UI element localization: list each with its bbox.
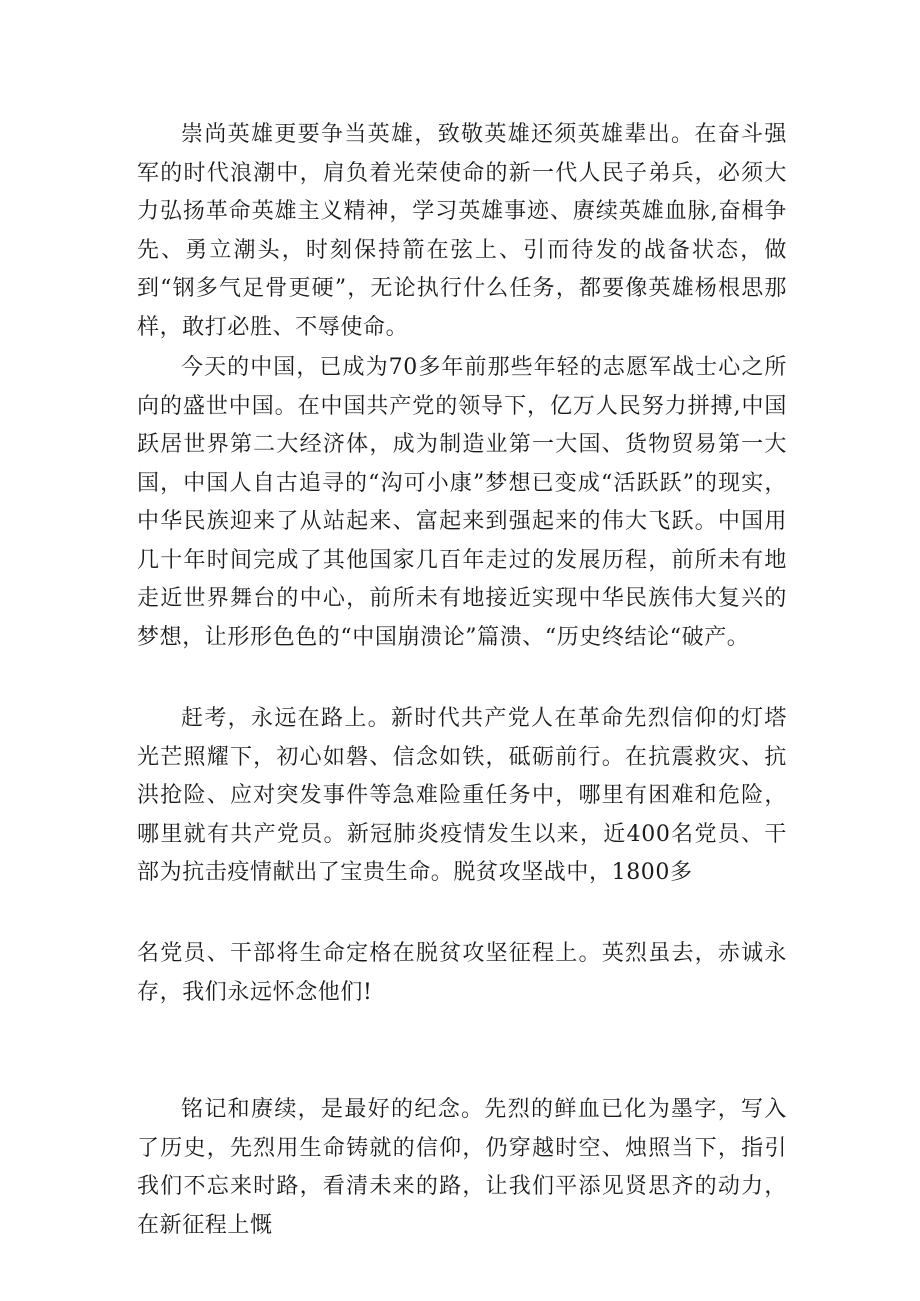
paragraph-4-continuation: 名党员、干部将生命定格在脱贫攻坚征程上。英烈虽去，赤诚永存，我们永远怀念他们!: [137, 941, 787, 1005]
paragraph-2: 今天的中国，已成为70多年前那些年轻的志愿军战士心之所向的盛世中国。在中国共产党的领导下，亿万人民努力拼搏,中国跃居世界第二大经济体，成为制造业第一大国、货物贸易第一大国，中国人自古追寻的“沟可小康”梦想已变成“活跃跃”的现实，中华民族迎来了从站起来、富起来到强起来的伟大飞跃。中国用几十年时间完成了其他国家几百年走过的发展历程，前所未有地走近世界舞台的中心，前所未有地接近实现中华民族伟大复兴的梦想，让形形色色的“中国崩溃论”篇溃、“历史终结论“破产。: [137, 355, 787, 650]
paragraph-5: 铭记和赓续，是最好的纪念。先烈的鲜血已化为墨字，写入了历史，先烈用生命铸就的信仰，仍穿越时空、烛照当下，指引我们不忘来时路，看清未来的路，让我们平添见贤思齐的动力，在新征程上慨: [137, 1097, 787, 1238]
paragraph-3: 赶考，永远在路上。新时代共产党人在革命先烈信仰的灯塔光芒照耀下，初心如磐、信念如铁，砥砺前行。在抗震救灾、抗洪抢险、应对突发事件等急难险重任务中，哪里有困难和危险，哪里就有共产党员。新冠肺炎疫情发生以来，近400名党员、干部为抗击疫情献出了宝贵生命。脱贫攻坚战中，1800多: [137, 706, 787, 885]
paragraph-1: 崇尚英雄更要争当英雄，致敬英雄还须英雄辈出。在奋斗强军的时代浪潮中，肩负着光荣使命的新一代人民子弟兵，必须大力弘扬革命英雄主义精神，学习英雄事迹、赓续英雄血脉,奋楫争先、勇立潮头，时刻保持箭在弦上、引而待发的战备状态，做到“钢多气足骨更硬”，无论执行什么任务，都要像英雄杨根思那样，敢打必胜、不辱使命。: [137, 122, 787, 340]
